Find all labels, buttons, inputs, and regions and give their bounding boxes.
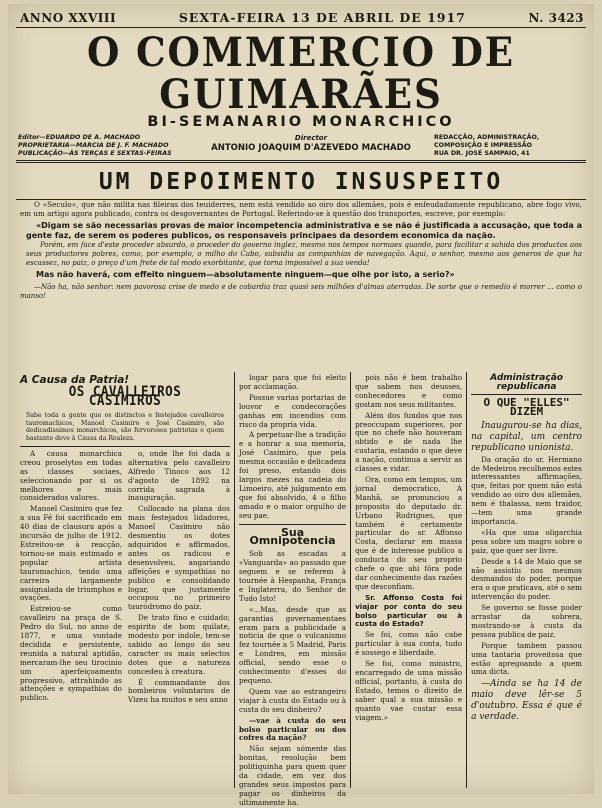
issue-date: SEXTA-FEIRA 13 DE ABRIL DE 1917 xyxy=(178,10,466,25)
quote-italic-paragraph: Porém, em face d'este proceder absurdo, o proceder do governo inglez, mesmo nos tempos normaes quando, para facilitar a sahida dos productos aos seus productores pobres, como, por exemplo, o milho do Cabo, subsidia as companhias de navegação. Aqui, o senhor, mesmo aos generos de que ha escassez, no paiz, o preço d'um frete de tal modo exorbitante, que torna impossivel a sua venda! xyxy=(26,241,582,267)
masthead-top xyxy=(8,4,594,25)
director-name: ANTONIO JOAQUIM D'AZEVEDO MACHADO xyxy=(211,143,411,153)
column-3 xyxy=(351,372,467,788)
address-line: RUA DR. JOSÉ SAMPAIO, 41 xyxy=(434,150,530,157)
paragraph: Não sejam sómente das bonitas, resolução bem politiquinha para quem quer da cidade, em vez dos grandes seus impostos para pagar os dinheiros da ultimamente ha. xyxy=(239,744,347,807)
article-title: O QUE "ELLES" DIZEM xyxy=(483,395,570,418)
paragraph: «...Mas, desde que as garantias governamentaes eram para a publicidade a noticia de que o vulcanismo fez tournée a 5 Madrid, Paris e Londres, em missão official, sendo esse o conhecimento d'esses do pequeno. xyxy=(239,604,347,685)
quote-paragraph: «Digam se são necessarias provas de maior incompetencia administrativa e se não é justificada a accusação, que toda a gente faz, de serem os poderes publicos, os responsaveis principaes da desordem economica da nação. xyxy=(26,221,582,241)
paragraph: logar para que foi eleito por acclamação. xyxy=(239,373,347,391)
lead-paragraph: O «Seculo», que não milita nas fileiras dos teuiderres, nem está vendido ao oiro dos allemães, pois é enfeudadamente republicano, abre fogo vivo, em um artigo agora publicado, contra os desgovernantes de Portugal. Referindo-se à questão dos transportes, escreve, por exemplo: xyxy=(20,200,582,219)
paragraph: Ora, como em tempos, um jornal democratico, A Manhã, se pronunciou a proposito do deputado dr. Urbano Rodrigues, que também é certamente particular do sr. Affonso Costa, declarar em massa que é de interesse publico a conducta do seu proprio chefe o que ahi fóra pode dar conhecimento das razões que desconfiam. xyxy=(355,474,463,591)
masthead-info-right xyxy=(434,134,584,158)
paragraph: Inaugurou-se ha dias, na capital, um centro republicano unionista. xyxy=(471,420,582,453)
column-1b xyxy=(128,450,230,707)
paragraph: Sob as escadas a «Vanguarda» ao passado que seguem e se referem à tournée à Hespanha, França e Inglaterra, do Senhor de Tudo Isto! xyxy=(239,549,347,603)
paragraph: Se governo se fosse poder arrastar da sobrera, mostrando-se à custa da pessoa publica de paiz. xyxy=(471,603,582,639)
paragraph: Estreiou-se como cavalleiro na praça de S. Pedro do Sul, no anno de 1877, e uma vontade decidida e persistente, reunida a natural aptidão, mercaram-lhe seu tirocinio um aperfeiçoamento progressivo, attrahindo as attenções e sympathias do publico. xyxy=(20,604,122,703)
paragraph: Possue varias portarias de louvor e condecorações ganhas em incendios com risco da propria vida. xyxy=(239,392,347,429)
article-title: Sua Omnipotencia xyxy=(249,525,336,548)
closing-paragraph: —Não ha, não senhor: nem pavorosa crise de medo e de cobardia traz quasi seis milhões d'almas aterradas. De sorte que o remedio é morrer ... como o manso! xyxy=(20,282,582,300)
editor-line: Editor—EDUARDO DE A. MACHADO xyxy=(18,134,141,141)
redaction-line: REDACÇÃO, ADMINISTRAÇÃO, COMPOSIÇÃO E IMPRESSÃO xyxy=(434,134,540,149)
paragraph: Se foi, como não cabe particular à sua conta, tudo é sossego e liberdade. xyxy=(355,630,463,658)
paragraph: Porque tambem passou uma tantaria proveitosa que estão apregoando a quem uma dicta. xyxy=(471,640,582,677)
masthead-info-center xyxy=(206,134,416,152)
column-1-body xyxy=(20,450,230,707)
paragraph: Se foi, como ministro, encarregado de uma missão official, portanto, à custa do Estado, temos o direito de saber qual a sua missão e quanto vae custar essa viagem.» xyxy=(355,659,463,722)
paragraph: «Ha que uma oligarchia pesa sobre um magro sobre o paiz, que quer ser livre. xyxy=(471,527,582,555)
paragraph: De trato fino e cuidado; espirito de bom quilate, modesto por indole, tem-se sabido ao longo do seu caracter os mais selectos dotes que a natureza concedeu à creatura. xyxy=(128,613,230,676)
paragraph: Quem vae ao estrangeiro viajar à custa do Estado ou à custa do seu dinheiro? xyxy=(239,686,347,714)
paragraph: A perpetuar-lhe a tradição e a honrar a sua memoria, José Casimiro, que pela mesma occasião e delicadeza foi preso, estando dois largos mezes na cadeia do Limoeiro, até julgamento em que foi absolvido, 4 o filho amado e o maior orgulho de seu pae. xyxy=(239,430,347,520)
column-1a xyxy=(20,450,122,707)
newspaper-page xyxy=(8,4,594,807)
section-label: Administração republicana xyxy=(471,374,582,395)
column-2 xyxy=(235,372,351,807)
rule xyxy=(16,27,586,28)
masthead-info xyxy=(8,130,594,158)
paragraph: —vae à custa do seu bolso particular ou dos cofres da nação? xyxy=(239,715,347,743)
column-4 xyxy=(467,372,586,788)
paragraph: Collocado na plana dos mais festejados lidadores, Manoel Casimiro não desmentiu os dotes adquiridos e affirmados, antes os radicou e desenvolveu, angariando affeições e sympathias no publico e consolidando logar, que justamente occupou no primeiro tauródromo do paiz. xyxy=(128,504,230,612)
article-intro: Sabe toda a gente que os distinctos e festejados cavalleiros tauromachicos, Manoel Casimiro e José Casimiro, são dedicadissimos monarchicos, são fervorosos patriotas e quem bastante deve à Causa da Realeza. xyxy=(26,411,224,443)
article-columns xyxy=(16,372,586,807)
paragraph: É commandante dos bombeiros voluntarios de Vizeu ha muitos e seu anno xyxy=(128,677,230,705)
paragraph: Manoel Casimiro que fez a sua Fé foi sacrificado em 40 dias de clausura após a incursão de julho de 1912. Estreitou-se à reacção, tornou-se mais estimado e popular artista tauromachico, tendo uma carreira largamente assignalada de triumphos e ovações. xyxy=(20,504,122,603)
newspaper-subtitle: BI-SEMANARIO MONARCHICO xyxy=(147,114,455,130)
newspaper-title: O COMMERCIO DE GUIMARÃES xyxy=(86,29,516,118)
paragraph: Sr. Affonso Costa foi viajar por conta do seu bolso particular ou à custa do Estado? xyxy=(355,592,463,629)
section-label: A Causa da Patria! xyxy=(20,374,130,386)
paragraph: Além dos fundos que nos preoccupam superiores, por que no chefe não houveram obtido e de nada lhe custaria, estando o que deve a nação, continua a servir as classes e vidar. xyxy=(355,410,463,474)
paragraph: Da oração do sr. Hermano de Medeiros recolhemos estes interessantes affirmações, que, feitas por quem não está vendido ao oiro dos allemães, nem é thalassa, nem traidor,—tem uma grande importancia. xyxy=(471,454,582,526)
quote-second-paragraph: Mas não haverá, com effeito ninguem—absolutamente ninguem—que olhe por isto, a serio?» xyxy=(36,269,455,279)
publication-line: PUBLICAÇÃO—ÀS TERÇAS E SEXTAS-FEIRAS xyxy=(18,150,172,157)
director-label: Director xyxy=(294,134,328,142)
rule xyxy=(16,160,586,163)
column-1 xyxy=(16,372,235,788)
paragraph: A causa monarchica creou proselytos em todas as classes sociaes, seleccionando por si os melhores e mais considerados valores. xyxy=(20,448,122,503)
main-headline: UM DEPOIMENTO INSUSPEITO xyxy=(98,169,504,195)
paragraph: o, onde lhe foi dada a alternativa pelo cavalleiro Alfredo Tinoco aos 12 d'agosto de 1892 na corrida sagrada à inauguração. xyxy=(128,448,230,503)
paragraph: pois não é bem trabalho que sabem nos deusses, conhecedores e como gostam nos seus militantes. xyxy=(355,373,463,409)
year-label: ANNO XXVIII xyxy=(20,11,117,25)
paragraph: Desde a 14 de Maio que se não assistiu nos mesmos desmandos do poder, porque era o que praticava, até o sem intervenção do poder. xyxy=(471,556,582,602)
issue-number: N. 3423 xyxy=(528,11,584,25)
rule xyxy=(20,446,230,447)
rule xyxy=(239,524,346,525)
paragraph: —Ainda se ha 14 de maio deve lêr-se 5 d'outubro. Essa é que é a verdade. xyxy=(471,679,582,723)
proprietor-line: PROPRIETARIA—MARCIA DE J. F. MACHADO xyxy=(18,142,169,149)
article-title: OS CAVALLEIROS CASIMIROS xyxy=(68,383,182,409)
masthead-info-left xyxy=(18,134,188,158)
